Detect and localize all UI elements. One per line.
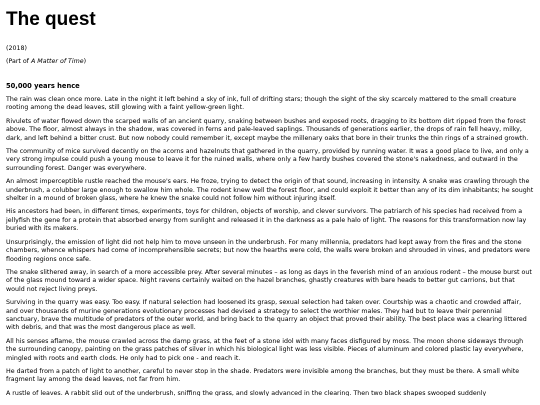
story-paragraph: All his senses aflame, the mouse crawled across the damp grass, at the feet of a stone idol with many faces disfigured by moss. The moon shone sideways through the surrounding canopy, painting on the grass patches of silver in which his biological light was less visible. Pieces of aluminum and colored plastic lay everywhere, mingled with roots and earth clods. He only had to pick one - and reach it. — [6, 337, 524, 362]
story-paragraph: He darted from a patch of light to another, careful to never stop in the shade. Predators were invisible among the branches, but they must be there. A small white fragment lay among the dead leaves, not far from him. — [6, 367, 520, 384]
story-paragraph: Surviving in the quarry was easy. Too easy. If natural selection had loosened its grasp, sexual selection had taken over. Courtship was a chaotic and crowded affair, and over thousands of murine generations evolutionary processes had devised a strategy to select the worthier males. They had but to leave their perennial sanctuary, brave the multitude of predators of the outer world, and bring back to the quarry an object that proved their ability. The best place was a clearing littered with debris, and that was the most dangerous place as well. — [6, 299, 527, 332]
story-paragraph: His ancestors had been, in different times, experiments, toys for children, objects of worship, and clever survivors. The patriarch of his species had received from a jellyfish the gene for a protein that absorbed energy from sunlight and released it in the darkness as a pale halo of light. The reasons for this transformation now lay buried with its makers. — [6, 208, 527, 233]
page-title: The quest — [6, 9, 96, 30]
story-paragraph: The community of mice survived decently on the acorns and hazelnuts that gathered in the quarry, provided by running water. It was a good place to live, and only a very strong impulse could push a young mouse to leave it for the ruined walls, where only a few hardy bushes covered the stone's nakedness, and outward in the surrounding forest. Danger was everywhere. — [6, 148, 529, 172]
story-paragraph: Rivulets of water flowed down the scarped walls of an ancient quarry, snaking between bushes and exposed roots, dragging to its bottom dirt ripped from the forest above. The floor, almost always in the shadow, was covered in ferns and pale-leaved saplings. Thousands of generations earlier, the drops of rain fell heavy, milky, dark, and left behind a bitter crust. But now nobody could remember it, except maybe the millenary oaks that bore in their trunks the thin rings of a strained growth. — [6, 117, 529, 142]
story-paragraph: A rustle of leaves. A rabbit slid out of the underbrush, sniffing the grass, and slowly advanced in the clearing. Then two black shapes swooped suddenly — [6, 389, 487, 396]
story-paragraph: The snake slithered away, in search of a more accessible prey. After several minutes – as long as days in the feverish mind of an anxious rodent – the mouse burst out of the glass mound toward a wider space. Night ravens certainly waited on the hazel branches, ghastly creatures with bare heads to better gut carrions, but that would not reject living preys. — [6, 268, 532, 293]
series-title-link[interactable]: A Matter of Time — [30, 58, 84, 65]
series-note — [6, 57, 534, 66]
story-paragraph: Unsurprisingly, the emission of light did not help him to move unseen in the underbrush. For many millennia, predators had kept away from the fires and the stone chambers, whence whispers had come of incomprehensible secrets; but now the hearths were cold, the walls were broken and shrouded in vines, and predators were flooding regions once safe. — [6, 238, 531, 263]
section-heading: 50,000 years hence — [6, 82, 80, 90]
story-paragraph: An almost imperceptible rustle reached the mouse's ears. He froze, trying to detect the origin of that sound, increasing in intensity. A snake was crawling through the underbrush, a colubber large enough to swallow him whole. The rodent knew well the forest floor, and could exploit it better than any of its dim inhabitants; he sought shelter in a mound of broken glass, where he knew the snake could not follow him without injuring itself. — [6, 178, 534, 203]
series-note-suffix: ) — [83, 58, 87, 65]
story-paragraph: The rain was clean once more. Late in the night it left behind a sky of ink, full of drifting stars; though the sight of the sky scarcely mattered to the small creature rooting among the dead leaves, still glowing with a faint yellow-green light. — [6, 96, 517, 112]
series-note-prefix: (Part of — [6, 58, 31, 65]
publication-year: (2018) — [6, 45, 27, 52]
